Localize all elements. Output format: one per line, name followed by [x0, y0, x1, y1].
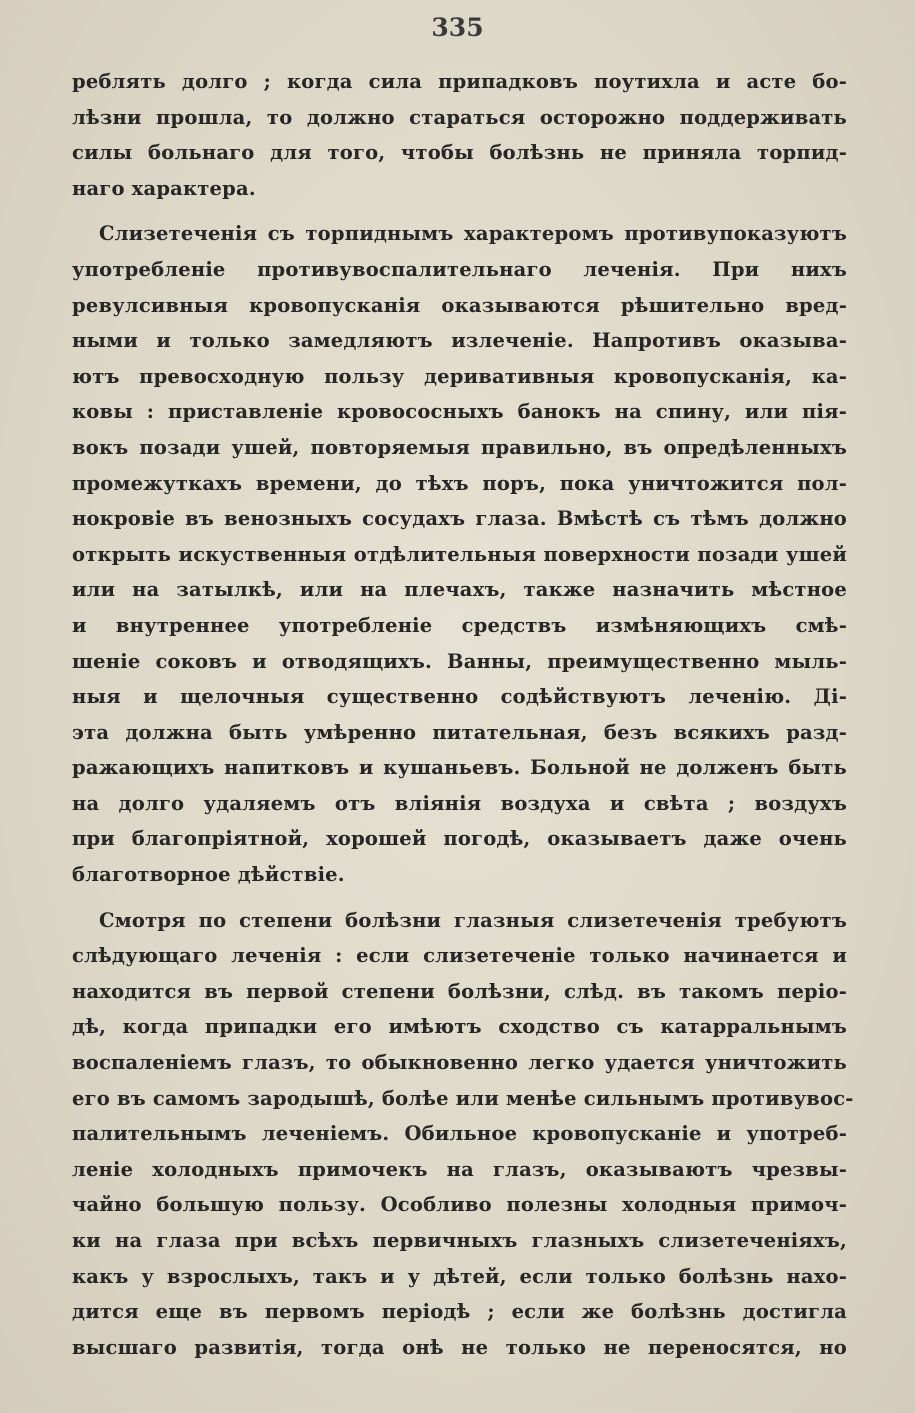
text-line: дится еще въ первомъ періодѣ ; если же болѣзнь достигла — [72, 1300, 847, 1324]
text-line: ревулсивныя кровопусканія оказываются рѣшительно вред- — [72, 293, 847, 317]
text-line: или на затылкѣ, или на плечахъ, также назначить мѣстное — [72, 578, 847, 602]
text-line: на долго удаляемъ отъ вліянія воздуха и свѣта ; воздухъ — [72, 791, 847, 815]
paragraph — [72, 216, 847, 892]
text-line: открыть искуственныя отдѣлительныя поверхности позади ушей — [72, 542, 847, 566]
text-line: чайно большую пользу. Особливо полезны холодныя примоч- — [72, 1193, 847, 1217]
text-line: ражающихъ напитковъ и кушаньевъ. Больной не долженъ быть — [72, 756, 847, 780]
text-line: употребленіе противувоспалительнаго леченія. При нихъ — [72, 257, 847, 281]
paragraph — [72, 64, 847, 206]
text-line: реблять долго ; когда сила припадковъ поутихла и асте бо- — [72, 70, 847, 93]
text-line: воспаленіемъ глазъ, то обыкновенно легко удается уничтожить — [72, 1051, 847, 1075]
text-line: ными и только замедляютъ излеченіе. Напротивъ оказыва- — [72, 329, 847, 353]
text-line: лѣзни прошла, то должно стараться осторожно поддерживать — [72, 105, 847, 129]
text-line: дѣ, когда припадки его имѣютъ сходство съ катарральнымъ — [72, 1015, 847, 1039]
text-line: высшаго развитія, тогда онѣ не только не переносятся, но — [72, 1335, 847, 1359]
paragraph-gap — [72, 893, 847, 903]
text-line: благотворное дѣйствіе. — [72, 863, 345, 887]
text-line: ныя и щелочныя существенно содѣйствуютъ леченію. Ді- — [72, 685, 847, 709]
text-line: наго характера. — [72, 176, 256, 200]
paragraph-gap — [72, 206, 847, 216]
page-number: 335 — [431, 13, 484, 42]
paragraph — [72, 903, 854, 1366]
body-text — [72, 64, 854, 1365]
text-line: силы больнаго для того, чтобы болѣзнь не приняла торпид- — [72, 141, 847, 165]
text-line: ковы : приставленіе кровососныхъ банокъ на спину, или пія- — [72, 400, 847, 424]
text-line: ки на глаза при всѣхъ первичныхъ глазныхъ слизетеченіяхъ, — [72, 1229, 847, 1252]
text-line: леніе холодныхъ примочекъ на глазъ, оказываютъ чрезвы- — [72, 1157, 847, 1181]
text-line: находится въ первой степени болѣзни, слѣд. въ такомъ періо- — [72, 979, 847, 1003]
text-line: и внутреннее употребленіе средствъ измѣняющихъ смѣ- — [72, 613, 847, 637]
text-line: вокъ позади ушей, повторяемыя правильно, въ опредѣленныхъ — [72, 435, 847, 459]
text-line: слѣдующаго леченія : если слизетеченіе только начинается и — [72, 944, 847, 968]
text-line: нокровіе въ венозныхъ сосудахъ глаза. Вмѣстѣ съ тѣмъ должно — [72, 507, 847, 531]
text-line: промежуткахъ времени, до тѣхъ поръ, пока уничтожится пол- — [72, 471, 847, 495]
text-line: шеніе соковъ и отводящихъ. Ванны, преимущественно мыль- — [72, 649, 847, 673]
text-line: его въ самомъ зародышѣ, болѣе или менѣе сильнымъ противувос- — [72, 1086, 854, 1110]
text-line: эта должна быть умѣренно питательная, безъ всякихъ разд- — [72, 720, 847, 744]
text-line: Смотря по степени болѣзни глазныя слизетеченія требуютъ — [99, 908, 847, 932]
text-line: Слизетеченія съ торпиднымъ характеромъ противупоказуютъ — [99, 222, 847, 246]
text-line: палительнымъ леченіемъ. Обильное кровопусканіе и употреб- — [72, 1122, 847, 1146]
text-line: при благопріятной, хорошей погодѣ, оказываетъ даже очень — [72, 827, 847, 851]
text-line: ютъ превосходную пользу деривативныя кровопусканія, ка- — [72, 364, 847, 388]
text-line: какъ у взрослыхъ, такъ и у дѣтей, если только болѣзнь нахо- — [72, 1264, 847, 1288]
